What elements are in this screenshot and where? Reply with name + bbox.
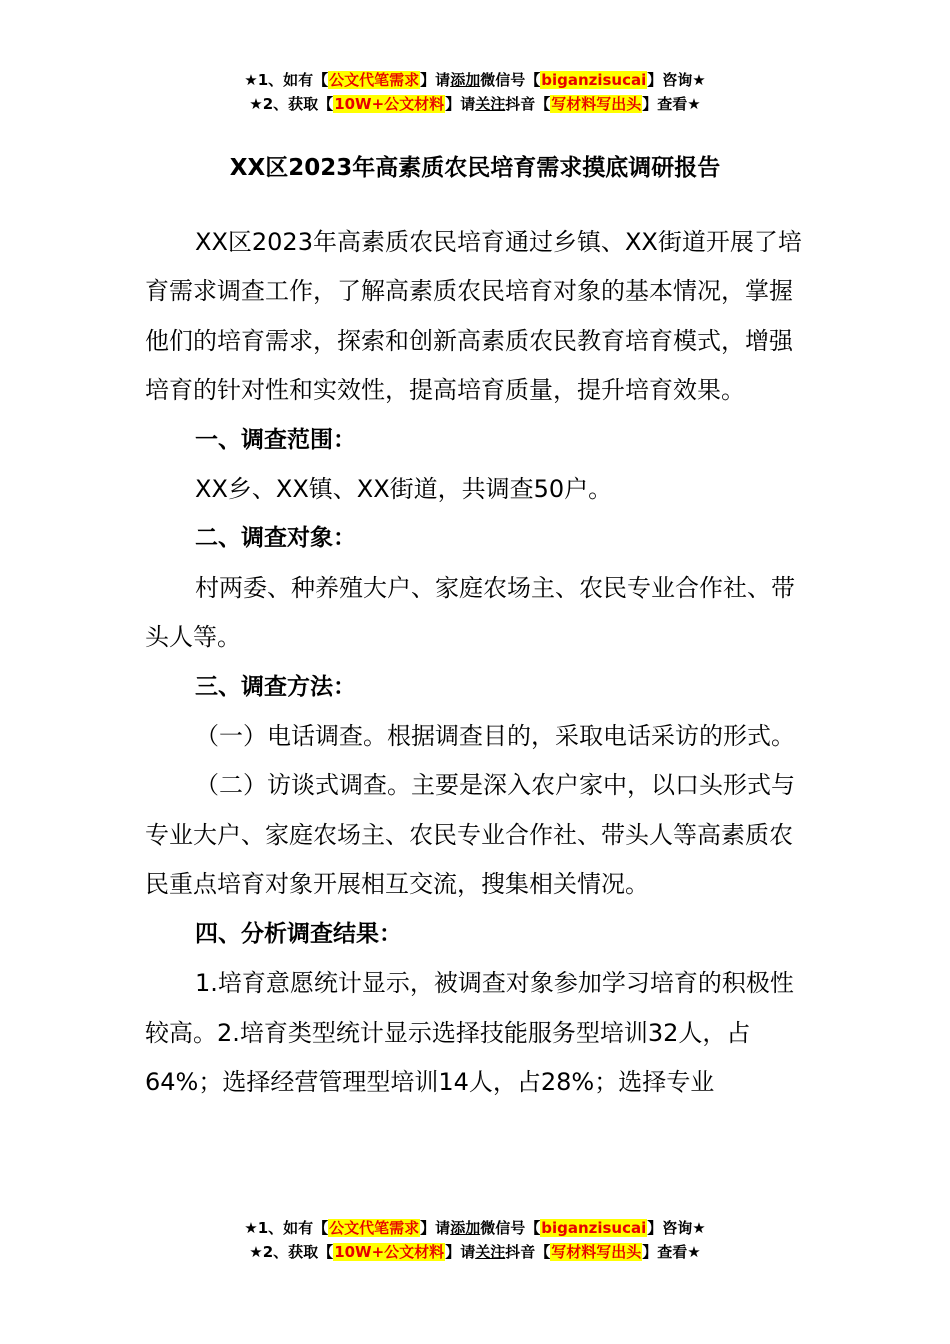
banner-underlined: 添加 [450, 71, 481, 89]
banner-text: 微信号【 [480, 71, 541, 89]
footer-banner [0, 1216, 950, 1264]
header-banner [0, 68, 950, 116]
banner-text: ★1、如有【 [244, 71, 329, 89]
banner-text: 】请 [445, 95, 476, 113]
banner-text: 抖音【 [505, 1243, 551, 1261]
banner-text: 】查看★ [642, 1243, 701, 1261]
section-heading: 二、调查对象： [195, 525, 356, 552]
section-heading: 一、调查范围： [195, 426, 356, 453]
banner-text: 】查看★ [642, 95, 701, 113]
section-heading: 三、调查方法： [195, 673, 356, 700]
banner-text: 】请 [445, 1243, 476, 1261]
banner-highlight: biganzisucai [541, 1219, 647, 1237]
banner-line-2 [0, 1240, 950, 1264]
document-title: XX区2023年高素质农民培育需求摸底调研报告 [229, 155, 721, 181]
banner-highlight: biganzisucai [541, 71, 647, 89]
banner-highlight: 10W+公文材料 [334, 1243, 445, 1261]
banner-text: 】请 [420, 1219, 451, 1237]
banner-line-1 [0, 1216, 950, 1240]
banner-highlight: 10W+公文材料 [334, 95, 445, 113]
banner-underlined: 添加 [450, 1219, 481, 1237]
body-paragraph: 村两委、种养殖大户、家庭农场主、农民专业合作社、带头人等。 [145, 573, 795, 652]
banner-text: 微信号【 [480, 1219, 541, 1237]
banner-text: 】咨询★ [647, 71, 706, 89]
banner-highlight: 公文代笔需求 [329, 1219, 420, 1237]
body-paragraph: （一）电话调查。根据调查目的，采取电话采访的形式。 [195, 722, 795, 751]
banner-line-1 [0, 68, 950, 92]
banner-line-2 [0, 92, 950, 116]
banner-highlight: 写材料写出头 [551, 1243, 642, 1261]
banner-text: ★1、如有【 [244, 1219, 329, 1237]
body-paragraph: 1.培育意愿统计显示，被调查对象参加学习培育的积极性较高。2.培育类型统计显示选择技能服务型培训32人，占64%；选择经营管理型培训14人，占28%；选择专业 [145, 969, 794, 1096]
body-paragraph: XX乡、XX镇、XX街道，共调查50户。 [195, 475, 613, 504]
banner-text: ★2、获取【 [249, 95, 334, 113]
body-paragraph: （二）访谈式调查。主要是深入农户家中，以口头形式与专业大户、家庭农场主、农民专业合作社、带头人等高素质农民重点培育对象开展相互交流，搜集相关情况。 [145, 771, 795, 899]
banner-text: 】咨询★ [647, 1219, 706, 1237]
banner-text: ★2、获取【 [249, 1243, 334, 1261]
banner-highlight: 公文代笔需求 [329, 71, 420, 89]
section-heading: 四、分析调查结果： [195, 920, 402, 947]
banner-text: 】请 [420, 71, 451, 89]
banner-underlined: 关注 [475, 1243, 506, 1261]
document-body [145, 218, 815, 1107]
banner-underlined: 关注 [475, 95, 506, 113]
body-paragraph: XX区2023年高素质农民培育通过乡镇、XX街道开展了培育需求调查工作，了解高素质农民培育对象的基本情况，掌握他们的培育需求，探索和创新高素质农民教育培育模式，增强培育的针对性和实效性，提高培育质量，提升培育效果。 [145, 228, 802, 405]
banner-highlight: 写材料写出头 [551, 95, 642, 113]
banner-text: 抖音【 [505, 95, 551, 113]
